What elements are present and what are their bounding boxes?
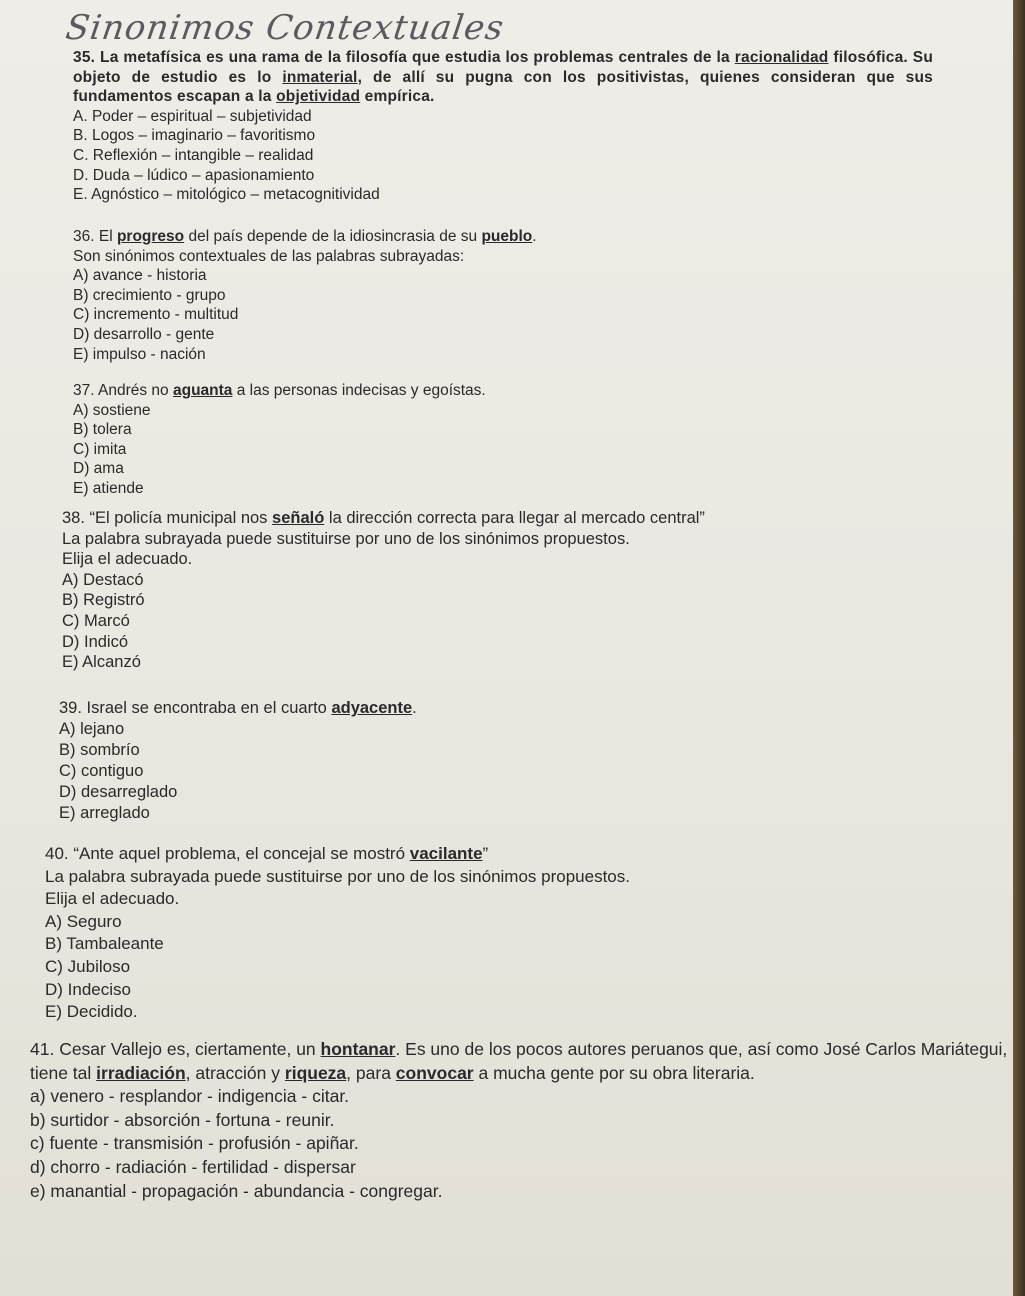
- underlined-word: señaló: [272, 509, 325, 527]
- option-a: A) lejano: [59, 720, 125, 738]
- option-b: B) Tambaleante: [45, 934, 164, 954]
- option-a: a) venero - resplandor - indigencia - citar.: [30, 1086, 350, 1107]
- question-36-instruction: Son sinónimos contextuales de las palabras subrayadas:: [73, 247, 465, 265]
- underlined-word: convocar: [395, 1062, 474, 1083]
- underlined-word: inmaterial: [282, 68, 358, 86]
- option-c: c) fuente - transmisión - profusión - apiñar.: [30, 1133, 359, 1154]
- option-c: C) Marcó: [62, 611, 130, 630]
- option-b: B) Registró: [62, 591, 145, 610]
- underlined-word: racionalidad: [734, 49, 829, 66]
- option-c: C. Reflexión – intangible – realidad: [73, 146, 314, 164]
- underlined-word: objetividad: [276, 88, 361, 106]
- option-b: B) tolera: [73, 421, 132, 439]
- question-38-stem: 38. “El policía municipal nos señaló la dirección correcta para llegar al mercado central”: [62, 509, 705, 527]
- option-d: d) chorro - radiación - fertilidad - dispersar: [30, 1156, 356, 1177]
- option-c: C) imita: [73, 440, 127, 458]
- option-d: D) Indicó: [62, 632, 129, 651]
- option-d: D) desarrollo - gente: [73, 325, 215, 343]
- option-c: C) incremento - multitud: [73, 306, 239, 324]
- option-b: B) crecimiento - grupo: [73, 286, 226, 304]
- option-e: E. Agnóstico – mitológico – metacognitividad: [73, 186, 380, 204]
- option-e: E) arreglado: [59, 804, 150, 822]
- question-39-stem: 39. Israel se encontraba en el cuarto adyacente.: [59, 699, 417, 717]
- question-40-instruction: La palabra subrayada puede sustituirse por uno de los sinónimos propuestos.: [45, 866, 630, 886]
- underlined-word: vacilante: [409, 844, 483, 863]
- handwritten-title: Sinonimos Contextuales: [63, 8, 507, 48]
- option-e: E) atiende: [73, 479, 144, 497]
- option-b: b) surtidor - absorción - fortuna - reunir.: [30, 1109, 335, 1130]
- option-e: e) manantial - propagación - abundancia - congregar.: [30, 1180, 443, 1201]
- option-e: E) Decidido.: [45, 1002, 138, 1022]
- option-a: A. Poder – espiritual – subjetividad: [73, 107, 312, 125]
- question-38-instruction: La palabra subrayada puede sustituirse por uno de los sinónimos propuestos.: [62, 529, 630, 548]
- underlined-word: aguanta: [172, 382, 233, 399]
- option-d: D) desarreglado: [59, 783, 178, 801]
- option-a: A) Seguro: [45, 911, 122, 931]
- option-d: D) ama: [73, 460, 124, 478]
- option-a: A) avance - historia: [73, 267, 207, 285]
- underlined-word: hontanar: [320, 1039, 396, 1059]
- question-40-instruction-2: Elija el adecuado.: [45, 889, 180, 909]
- question-35-stem: 35. La metafísica es una rama de la filosofía que estudia los problemas centrales de la racionalidad filosófica. Su objeto de estudio es lo inmaterial, de allí su pugna con los positivistas, quienes consideran que sus fundamentos escapan a la objetividad empírica.: [73, 49, 933, 106]
- underlined-word: irradiación: [96, 1062, 186, 1083]
- underlined-word: adyacente: [331, 699, 413, 717]
- question-41: [30, 1038, 1020, 1203]
- question-37-stem: 37. Andrés no aguanta a las personas indecisas y egoístas.: [73, 382, 486, 399]
- option-e: E) impulso - nación: [73, 345, 206, 363]
- option-a: A) Destacó: [62, 570, 144, 589]
- option-c: C) contiguo: [59, 762, 144, 780]
- option-a: A) sostiene: [73, 401, 151, 419]
- option-d: D) Indeciso: [45, 979, 131, 999]
- question-41-stem: 41. Cesar Vallejo es, ciertamente, un hontanar. Es uno de los pocos autores peruanos que, así como José Carlos Mariátegui, tiene tal irradiación, atracción y riqueza, para convocar a mucha gente por su obra literaria.: [30, 1039, 1008, 1083]
- question-36-stem: 36. El progreso del país depende de la idiosincrasia de su pueblo.: [73, 228, 537, 245]
- option-c: C) Jubiloso: [45, 956, 131, 976]
- underlined-word: riqueza: [284, 1062, 347, 1083]
- question-38-instruction-2: Elija el adecuado.: [62, 550, 193, 569]
- option-e: E) Alcanzó: [62, 653, 141, 672]
- option-b: B. Logos – imaginario – favoritismo: [73, 127, 316, 145]
- underlined-word: pueblo: [481, 228, 533, 245]
- question-37: [73, 381, 833, 499]
- option-b: B) sombrío: [59, 741, 140, 759]
- option-d: D. Duda – lúdico – apasionamiento: [73, 166, 315, 184]
- question-36: [73, 227, 833, 364]
- question-35: [73, 48, 933, 205]
- question-40: [45, 843, 865, 1024]
- question-38: [62, 508, 862, 673]
- question-39: [59, 698, 819, 824]
- question-40-stem: 40. “Ante aquel problema, el concejal se mostró vacilante”: [45, 844, 489, 863]
- underlined-word: progreso: [116, 228, 185, 245]
